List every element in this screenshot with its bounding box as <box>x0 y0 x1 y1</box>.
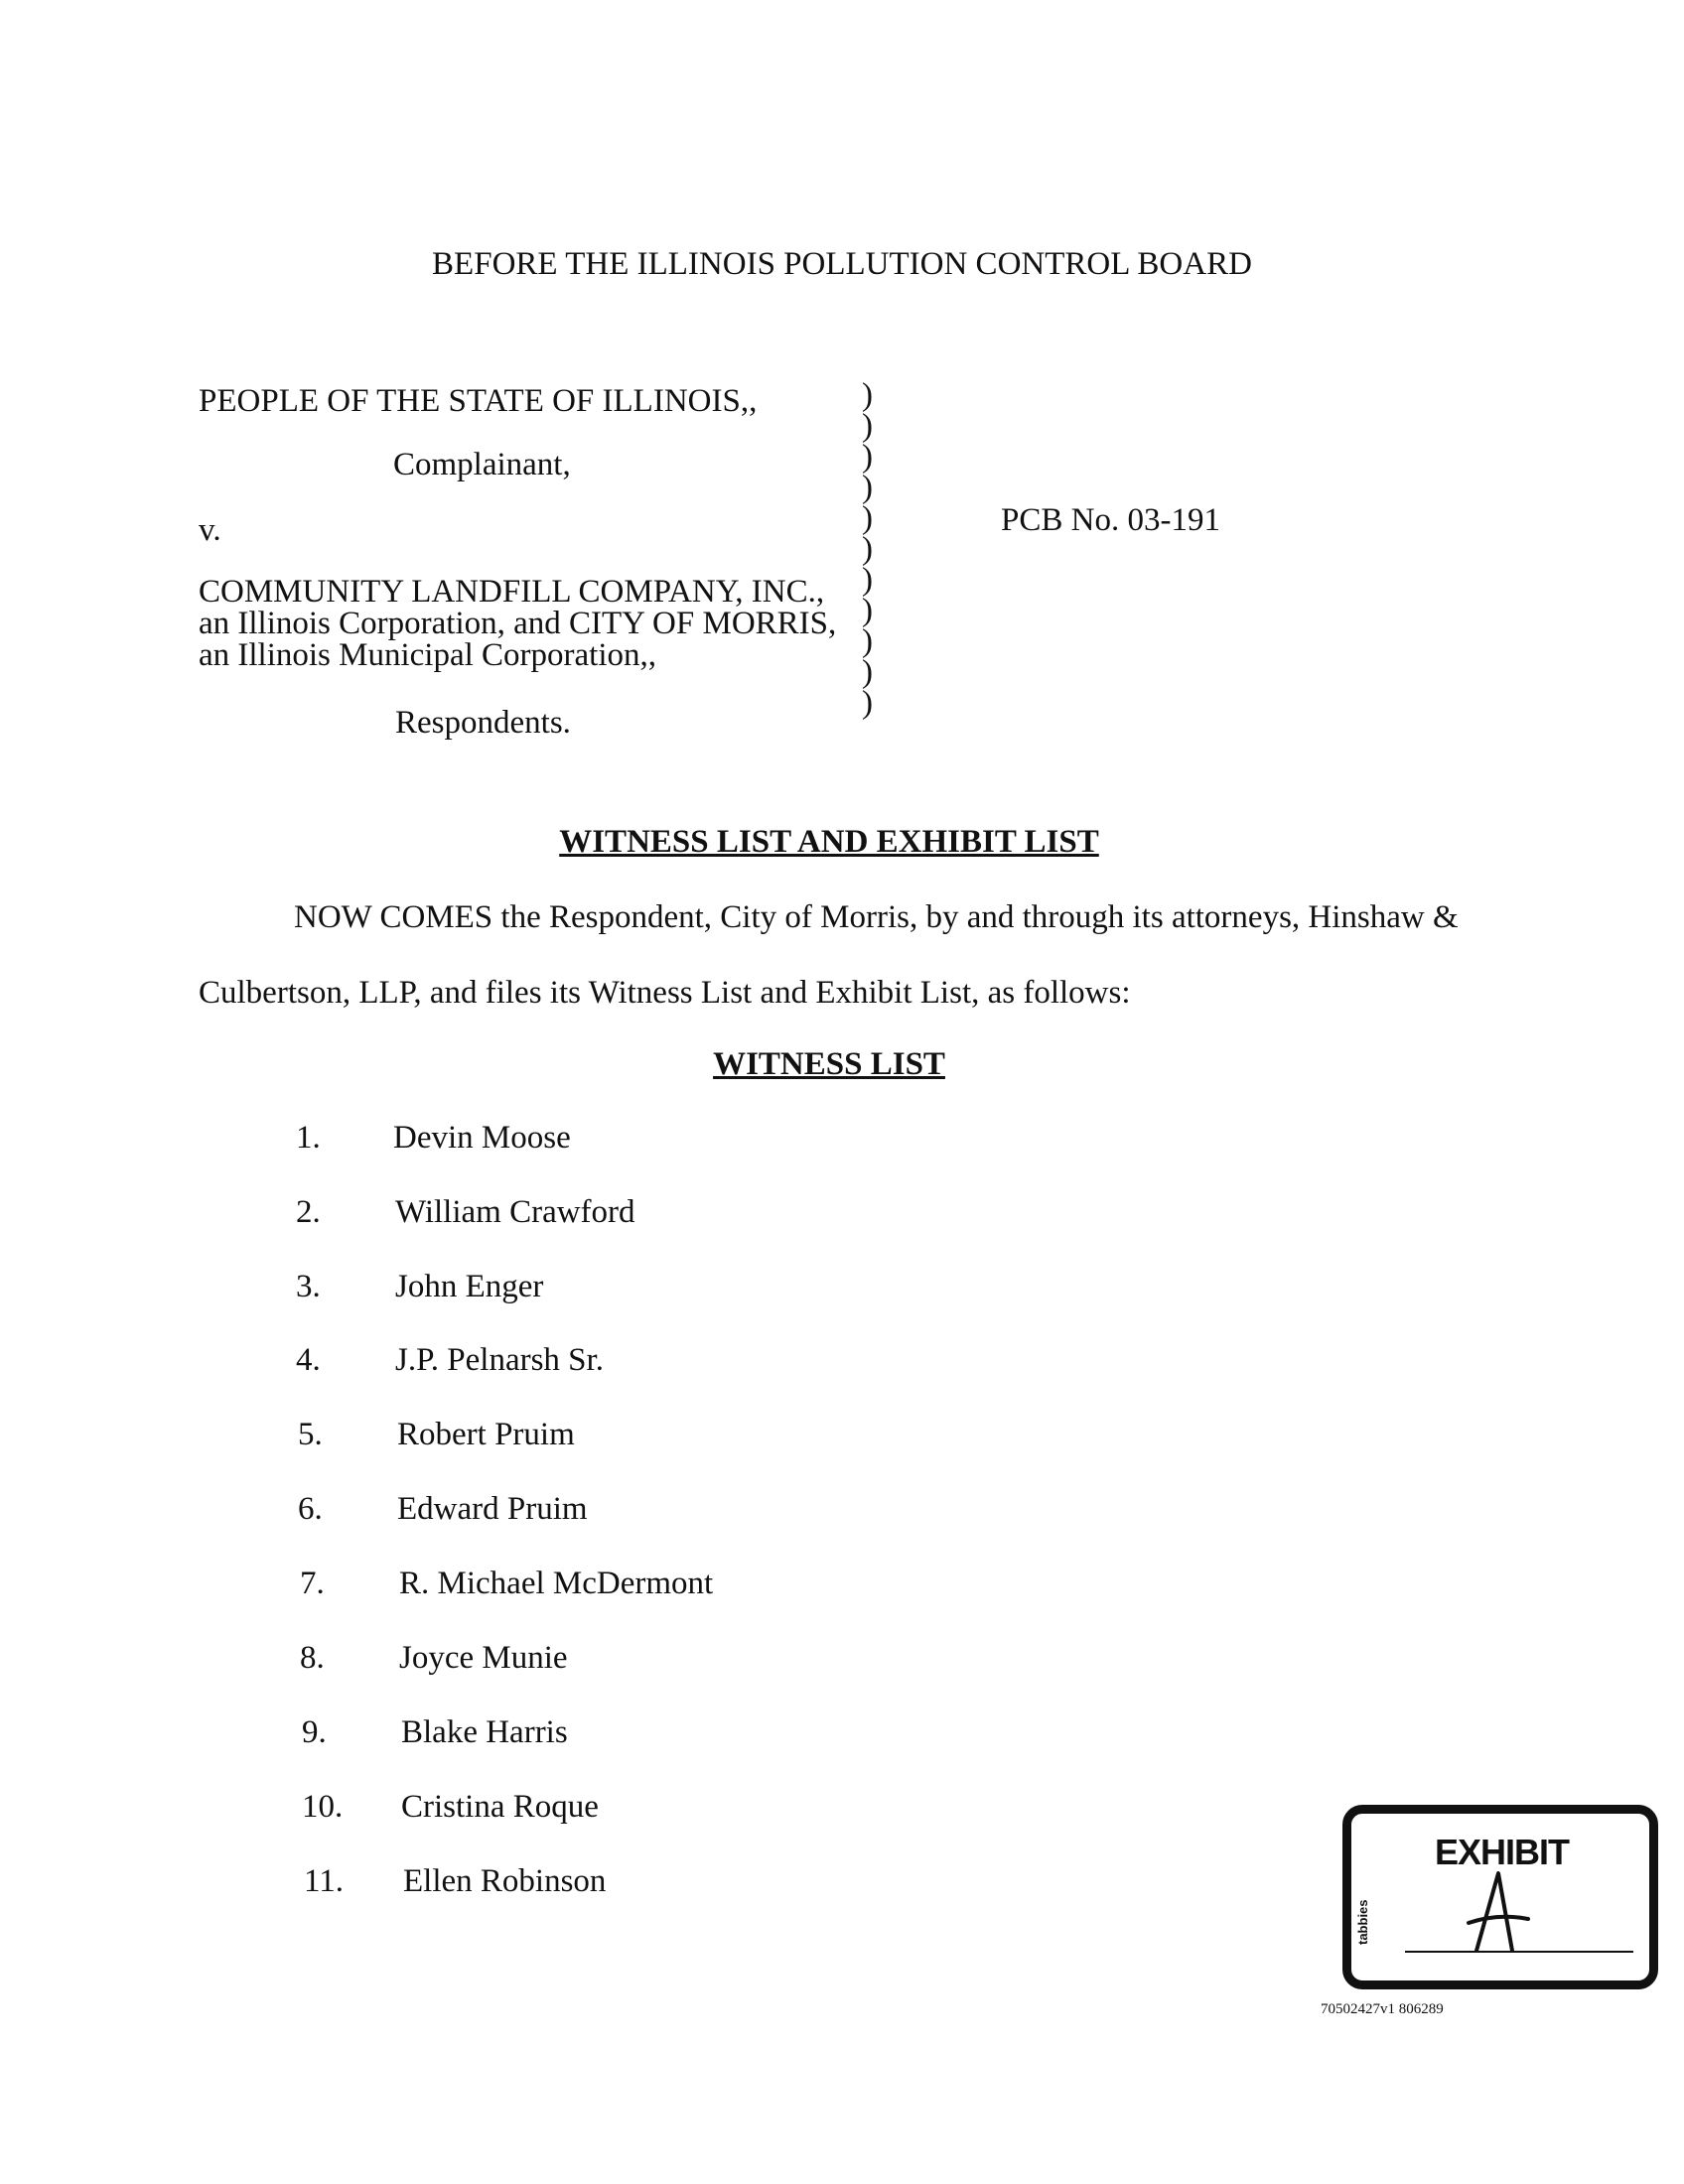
respondent-line-2: an Illinois Corporation, and CITY OF MORRIS, <box>199 606 837 641</box>
case-number: PCB No. 03-191 <box>1001 502 1220 538</box>
witness-number: 2. <box>296 1194 321 1230</box>
document-id: 70502427v1 806289 <box>1321 2001 1444 2017</box>
witness-number: 5. <box>298 1417 323 1452</box>
exhibit-stamp <box>1342 1805 1658 1989</box>
handwritten-exhibit-letter <box>1459 1867 1538 1957</box>
witness-number: 11. <box>304 1863 345 1899</box>
witness-name: Ellen Robinson <box>403 1863 607 1899</box>
respondent-line-1: COMMUNITY LANDFILL COMPANY, INC., <box>199 574 825 610</box>
stamp-brand: tabbies <box>1355 1899 1370 1945</box>
board-title: BEFORE THE ILLINOIS POLLUTION CONTROL BOARD <box>432 246 1252 282</box>
document-title: WITNESS LIST AND EXHIBIT LIST <box>559 824 1099 860</box>
paren: ) <box>862 685 873 721</box>
witness-list-heading: WITNESS LIST <box>713 1046 945 1082</box>
caption-parentheses <box>862 377 882 721</box>
paren: ) <box>862 470 873 505</box>
witness-number: 4. <box>296 1342 321 1378</box>
witness-name: Robert Pruim <box>397 1417 575 1452</box>
witness-number: 8. <box>300 1640 325 1676</box>
witness-name: Edward Pruim <box>397 1491 588 1527</box>
witness-name: Cristina Roque <box>401 1789 599 1825</box>
witness-number: 6. <box>298 1491 323 1527</box>
paren: ) <box>862 654 873 690</box>
witness-name: John Enger <box>395 1269 544 1304</box>
paren: ) <box>862 408 873 444</box>
witness-name: Joyce Munie <box>399 1640 568 1676</box>
paren: ) <box>862 500 873 536</box>
respondent-role: Respondents. <box>395 705 571 741</box>
paren: ) <box>862 439 873 475</box>
paren: ) <box>862 562 873 598</box>
witness-number: 9. <box>302 1714 327 1750</box>
complainant-name: PEOPLE OF THE STATE OF ILLINOIS,, <box>199 383 758 419</box>
versus: v. <box>199 512 221 548</box>
paren: ) <box>862 593 873 628</box>
witness-number: 7. <box>300 1566 325 1601</box>
paren: ) <box>862 531 873 567</box>
witness-name: William Crawford <box>395 1194 635 1230</box>
witness-name: R. Michael McDermont <box>399 1566 714 1601</box>
witness-name: Devin Moose <box>393 1120 571 1156</box>
witness-number: 3. <box>296 1269 321 1304</box>
witness-name: Blake Harris <box>401 1714 568 1750</box>
paren: ) <box>862 623 873 659</box>
intro-line-2: Culbertson, LLP, and files its Witness List and Exhibit List, as follows: <box>199 975 1131 1011</box>
witness-name: J.P. Pelnarsh Sr. <box>395 1342 604 1378</box>
exhibit-label: EXHIBIT <box>1435 1832 1570 1872</box>
witness-number: 1. <box>296 1120 321 1156</box>
witness-number: 10. <box>302 1789 344 1825</box>
intro-line-1: NOW COMES the Respondent, City of Morris, by and through its attorneys, Hinshaw & <box>294 899 1459 935</box>
respondent-line-3: an Illinois Municipal Corporation,, <box>199 637 657 673</box>
complainant-role: Complainant, <box>393 447 571 482</box>
paren: ) <box>862 377 873 413</box>
